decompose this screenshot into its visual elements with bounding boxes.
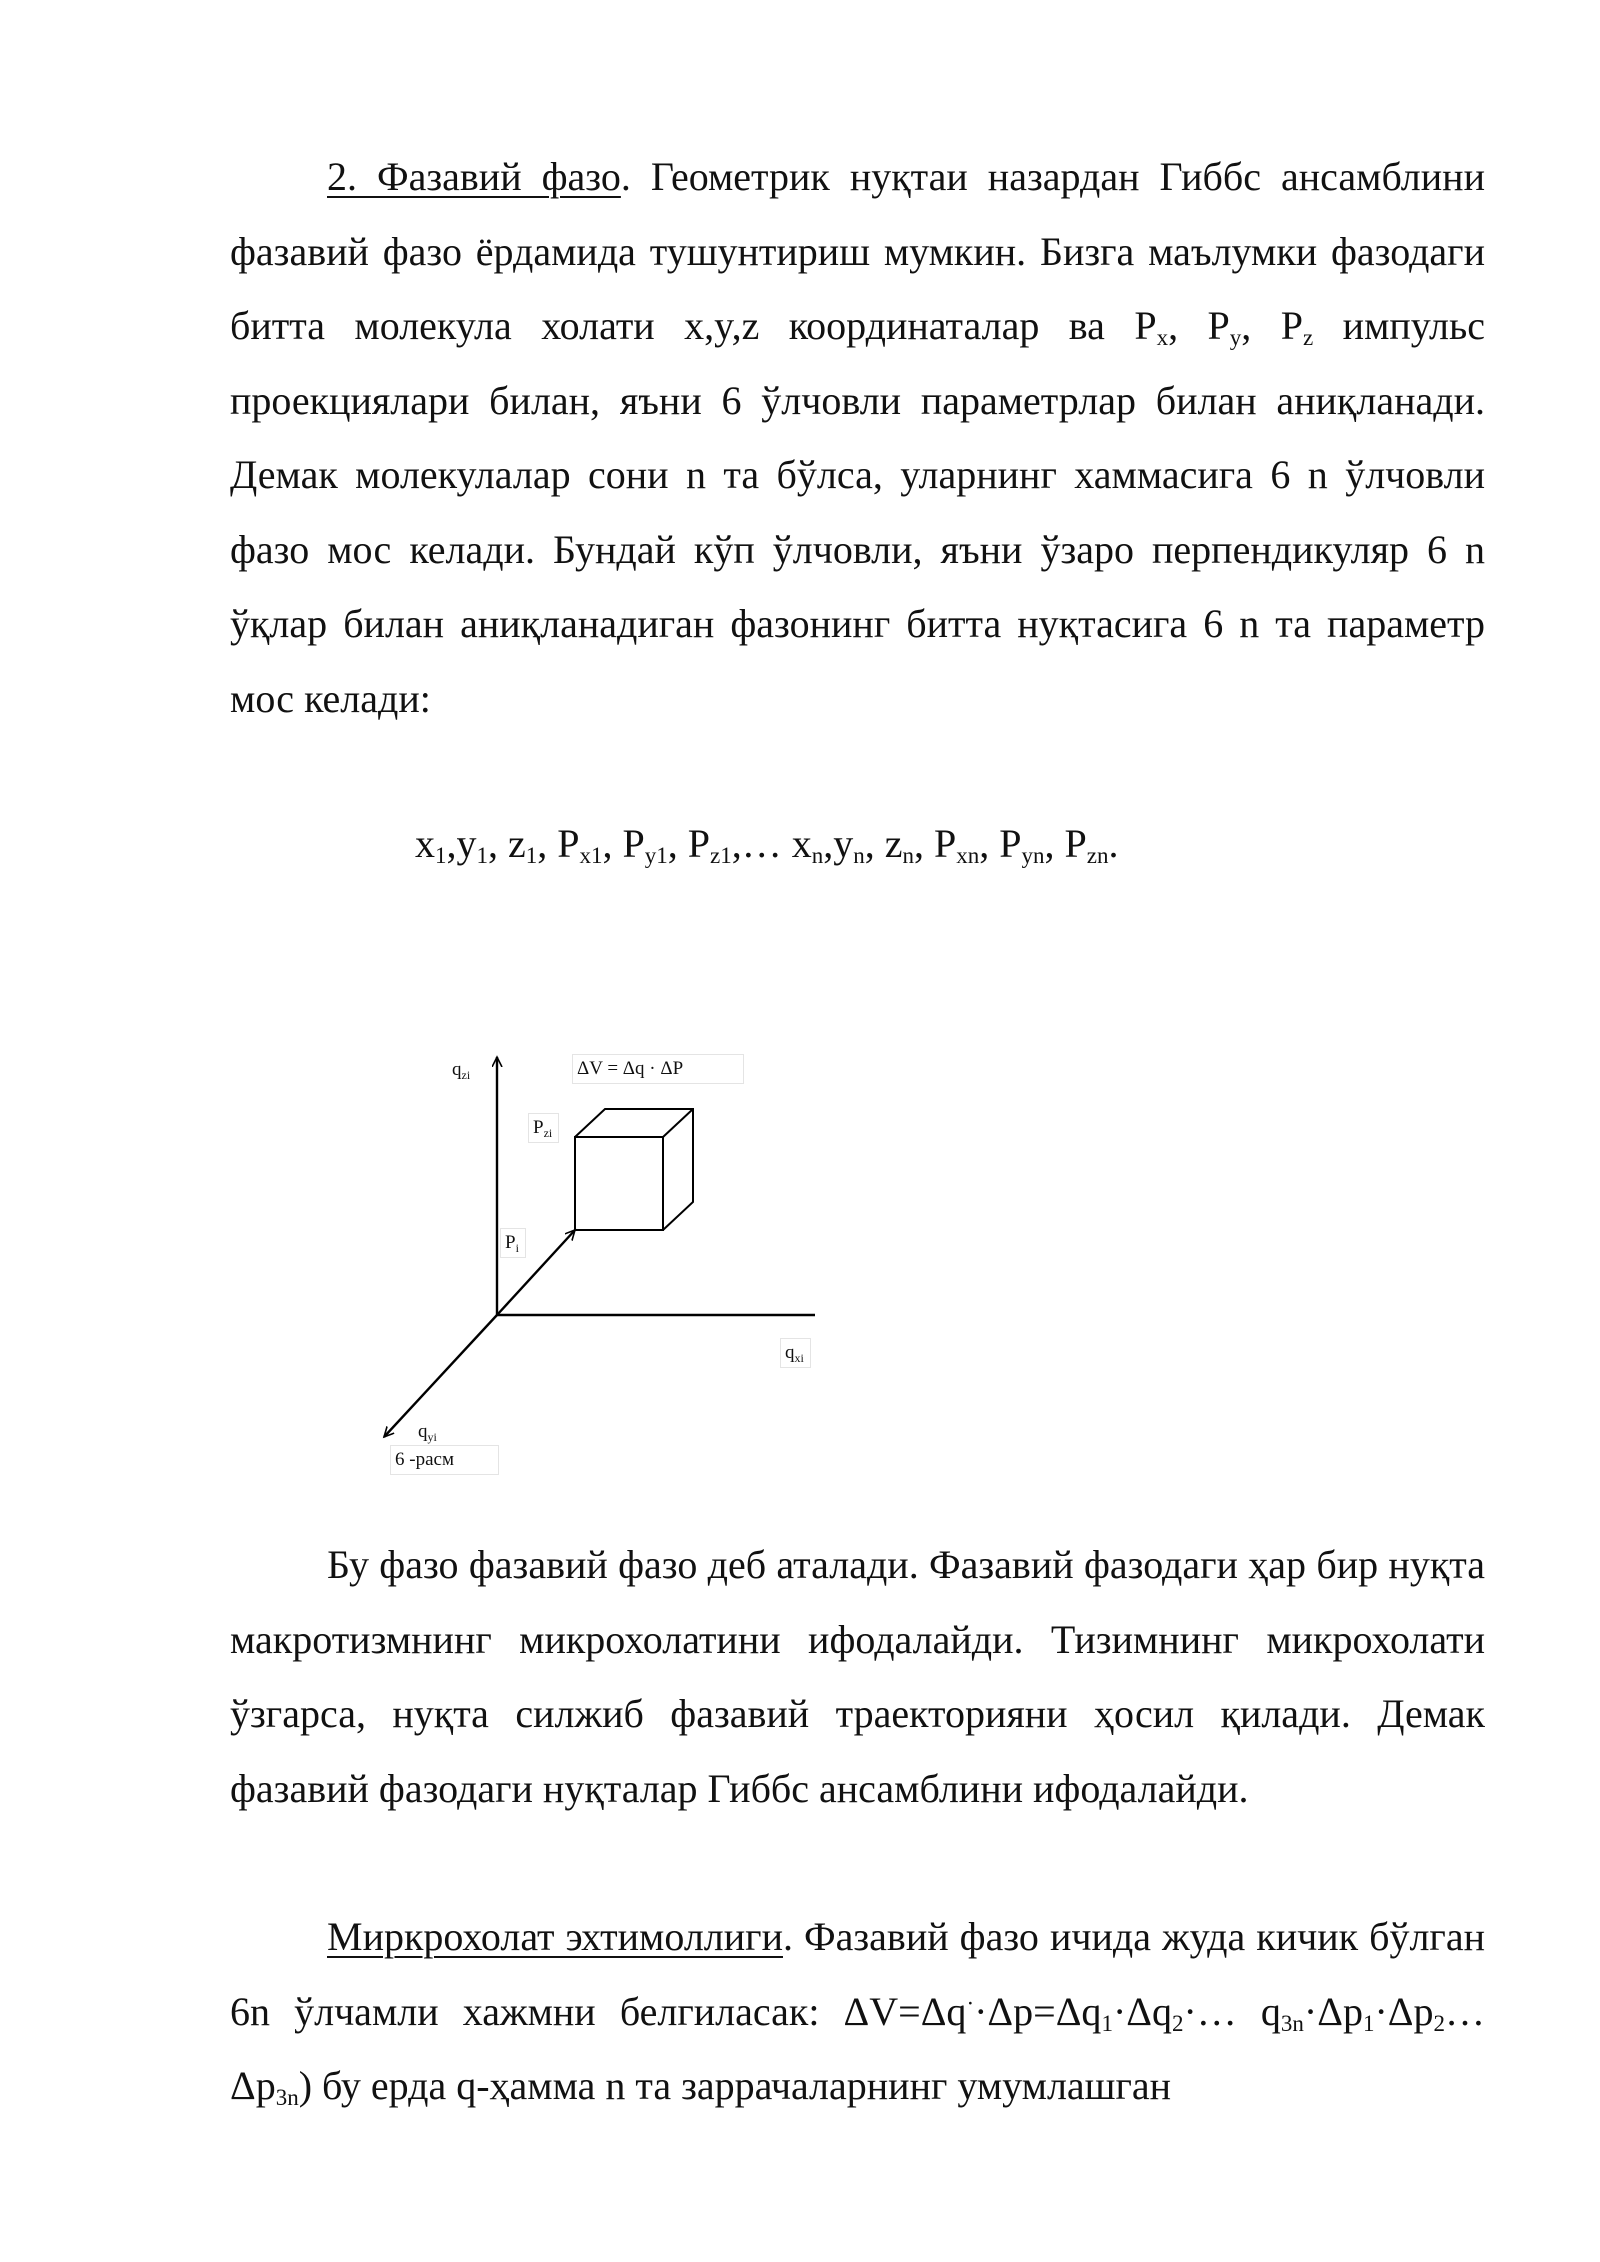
- paragraph-text: . Геометрик нуқтаи назардан Гиббс ансамблини фазавий фазо ёрдамида тушунтириш мумкин. Бизга маълумки фазодаги битта молекула холати x,y,z координаталар ва: [230, 154, 1485, 348]
- figure-caption: 6 -расм: [390, 1445, 499, 1475]
- paragraph-phase-space: 2. Фазавий фазо. Геометрик нуқтаи назардан Гиббс ансамблини фазавий фазо ёрдамида тушунтириш мумкин. Бизга маълумки фазодаги битта молекула холати x,y,z координаталар ва $P_x$, $P_y$, $P_z$ импульс проекциялари билан, яъни 6 ўлчовли параметрлар билан аниқланади. Демак молекулалар сони n та бўлса, уларнинг хаммасига 6 n ўлчовли фазо мос келади. Бундай кўп ўлчовли, яъни ўзаро перпендикуляр 6 n ўқлар билан аниқланадиган фазонинг битта нуқтасига 6 n та параметр мос келади:: [230, 154, 1485, 721]
- label-q-yi: $q_{yi}$: [418, 1421, 437, 1444]
- paragraph-phase-space-definition: [230, 1528, 1485, 1826]
- phase-space-diagram: [360, 1040, 860, 1480]
- label-q-zi: $q_{zi}$: [452, 1059, 471, 1082]
- label-p-i: $P_i$: [500, 1228, 526, 1258]
- label-delta-v-formula: ΔV = Δq · ΔP: [572, 1054, 744, 1084]
- phase-space-figure: [360, 1040, 860, 1480]
- section-heading-phase-space: 2. Фазавий фазо: [327, 154, 621, 199]
- axis-q-yi: [384, 1315, 497, 1437]
- label-p-zi: $P_{zi}$: [528, 1113, 559, 1143]
- label-q-xi: $q_{xi}$: [780, 1338, 811, 1368]
- paragraph-text: импульс проекциялари билан, яъни 6 ўлчовли параметрлар билан аниқланади. Демак молекулалар сони n та бўлса, уларнинг хаммасига 6 n ўлчовли фазо мос келади. Бундай кўп ўлчовли, яъни ўзаро перпендикуляр 6 n ўқлар билан аниқланадиган фазонинг битта нуқтасига 6 n та параметр мос келади:: [230, 303, 1485, 721]
- paragraph-microstate-probability: Миркрохолат эхтимоллиги. Фазавий фазо ичида жуда кичик бўлган 6n ўлчамли хажмни белгиласак: $\Delta V=\Delta q^\cdot\cdot\Delta p=\Delta q_1\cdot\Delta q_2\cdot\dots$ $q_{3n}\cdot\Delta p_1\cdot\Delta p_2\dots\Delta p_{3n}$) бу ерда q-ҳамма n та заррачаларнинг умумлашган: [230, 1914, 1486, 2110]
- section-heading-microstate-probability: Миркрохолат эхтимоллиги: [327, 1914, 783, 1959]
- paragraph-text: Бу фазо фазавий фазо деб аталади. Фазавий фазодаги ҳар бир нуқта макротизмнинг микрохолатини ифодалайди. Тизимнинг микрохолати ўзгарса, нуқта силжиб фазавий траекторияни ҳосил қилади. Демак фазавий фазодаги нуқталар Гиббс ансамблини ифодалайди.: [230, 1542, 1485, 1811]
- volume-cube: [575, 1109, 693, 1230]
- coordinates-formula: $x_1,y_1$, $z_1$, $P_{x1}$, $P_{y1}$, $P_{z1},\dots$ $x_n,y_n$, $z_n$, $P_{xn}$, $P_{yn}$, $P_{zn}$.: [415, 821, 1119, 868]
